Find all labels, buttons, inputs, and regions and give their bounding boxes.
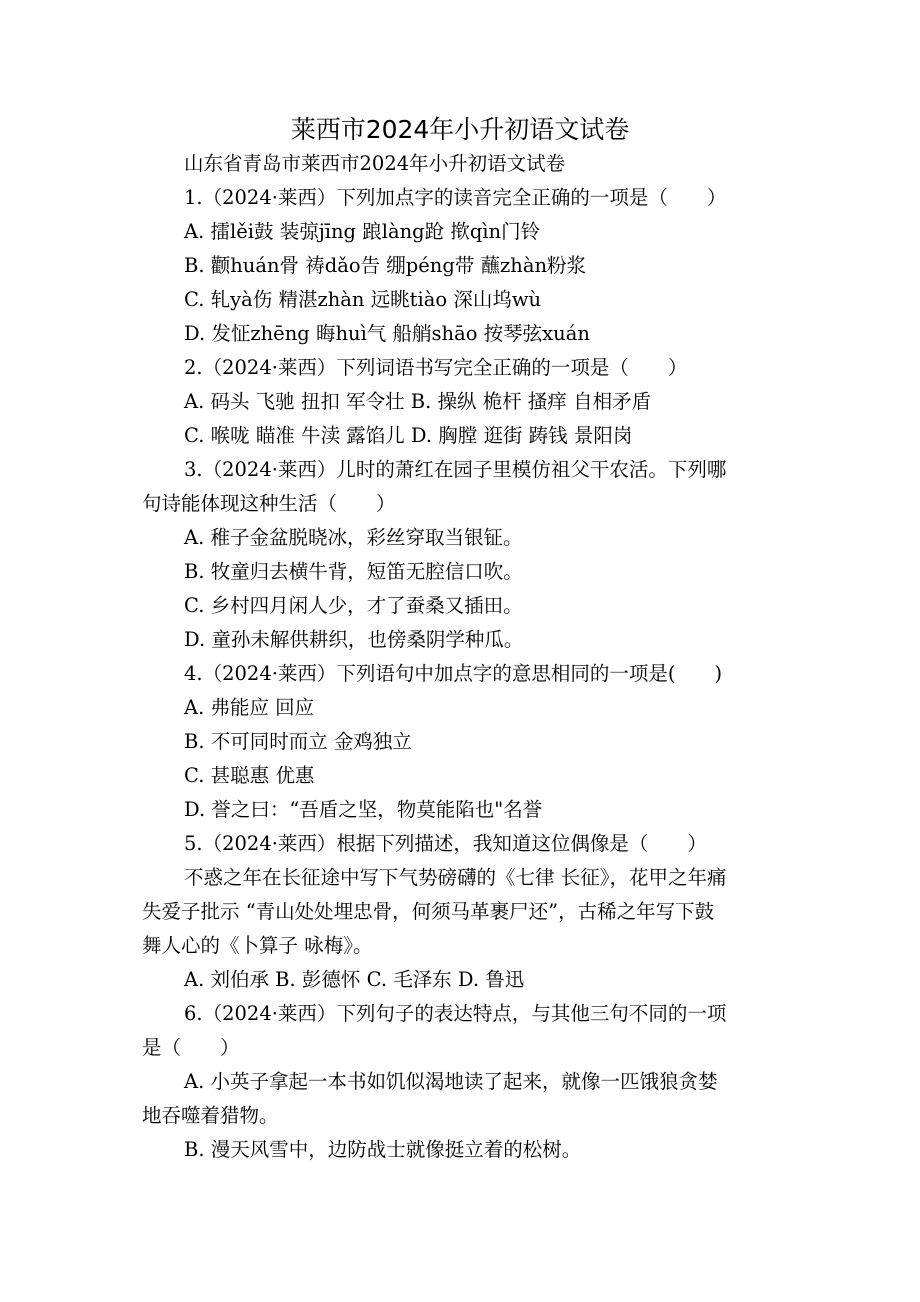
question-3-option-c: C. 乡村四月闲人少，才了蚕桑又插田。 — [184, 594, 523, 617]
question-1-option-d: D. 发怔zhēng 晦huì气 船艄shāo 按琴弦xuán — [184, 322, 590, 345]
question-3-continued: 句诗能体现这种生活（ ） — [142, 492, 396, 515]
document-title: 莱西市2024年小升初语文试卷 — [290, 115, 630, 144]
question-4-option-b: B. 不可同时而立 金鸡独立 — [184, 730, 412, 753]
question-6: 6.（2024·莱西）下列句子的表达特点，与其他三句不同的一项 — [184, 1002, 727, 1025]
document-subtitle: 山东省青岛市莱西市2024年小升初语文试卷 — [184, 152, 566, 175]
question-4-option-a: A. 弗能应 回应 — [184, 696, 315, 719]
question-2-options-cd: C. 喉咙 瞄准 牛渎 露馅儿 D. 胸膛 逛街 踌钱 景阳岗 — [184, 424, 633, 447]
question-1-option-b: B. 颧huán骨 祷dǎo告 绷péng带 蘸zhàn粉浆 — [184, 254, 587, 277]
question-1-option-c: C. 轧yà伤 精湛zhàn 远眺tiào 深山坞wù — [184, 288, 542, 311]
question-5: 5.（2024·莱西）根据下列描述，我知道这位偶像是（ ） — [184, 832, 707, 855]
question-5-passage-continued: 失爱子批示 “青山处处埋忠骨，何须马革裹尸还”，古稀之年写下鼓 — [142, 900, 715, 923]
question-6-option-b: B. 漫天风雪中，边防战士就像挺立着的松树。 — [184, 1138, 582, 1161]
question-4: 4.（2024·莱西）下列语句中加点字的意思相同的一项是( ) — [184, 662, 723, 685]
question-2: 2.（2024·莱西）下列词语书写完全正确的一项是（ ） — [184, 356, 688, 379]
question-5-options: A. 刘伯承 B. 彭德怀 C. 毛泽东 D. 鲁迅 — [184, 968, 525, 991]
question-3-option-a: A. 稚子金盆脱晓冰，彩丝穿取当银钲。 — [184, 526, 523, 549]
question-3-option-d: D. 童孙未解供耕织，也傍桑阴学种瓜。 — [184, 628, 524, 651]
question-1: 1.（2024·莱西）下列加点字的读音完全正确的一项是（ ） — [184, 186, 727, 209]
question-6-option-a-continued: 地吞噬着猎物。 — [142, 1104, 279, 1127]
question-6-option-a: A. 小英子拿起一本书如饥似渴地读了起来，就像一匹饿狼贪婪 — [184, 1070, 718, 1093]
question-3: 3.（2024·莱西）儿时的萧红在园子里模仿祖父干农活。下列哪 — [184, 458, 727, 481]
question-5-passage: 不惑之年在长征途中写下气势磅礴的《七律 长征》，花甲之年痛 — [184, 866, 727, 889]
question-6-continued: 是（ ） — [142, 1036, 240, 1059]
question-1-option-a: A. 擂lěi鼓 装弶jīng 踉làng跄 揿qìn门铃 — [184, 220, 541, 243]
question-4-option-d: D. 誉之曰：“吾盾之坚，物莫能陷也"名誉 — [184, 798, 543, 821]
question-3-option-b: B. 牧童归去横牛背，短笛无腔信口吹。 — [184, 560, 523, 583]
question-5-passage-end: 舞人心的《卜算子 咏梅》。 — [142, 934, 373, 957]
question-4-option-c: C. 甚聪惠 优惠 — [184, 764, 315, 787]
question-2-options-ab: A. 码头 飞驰 扭扣 军令壮 B. 操纵 桅杆 搔痒 自相矛盾 — [184, 390, 652, 413]
